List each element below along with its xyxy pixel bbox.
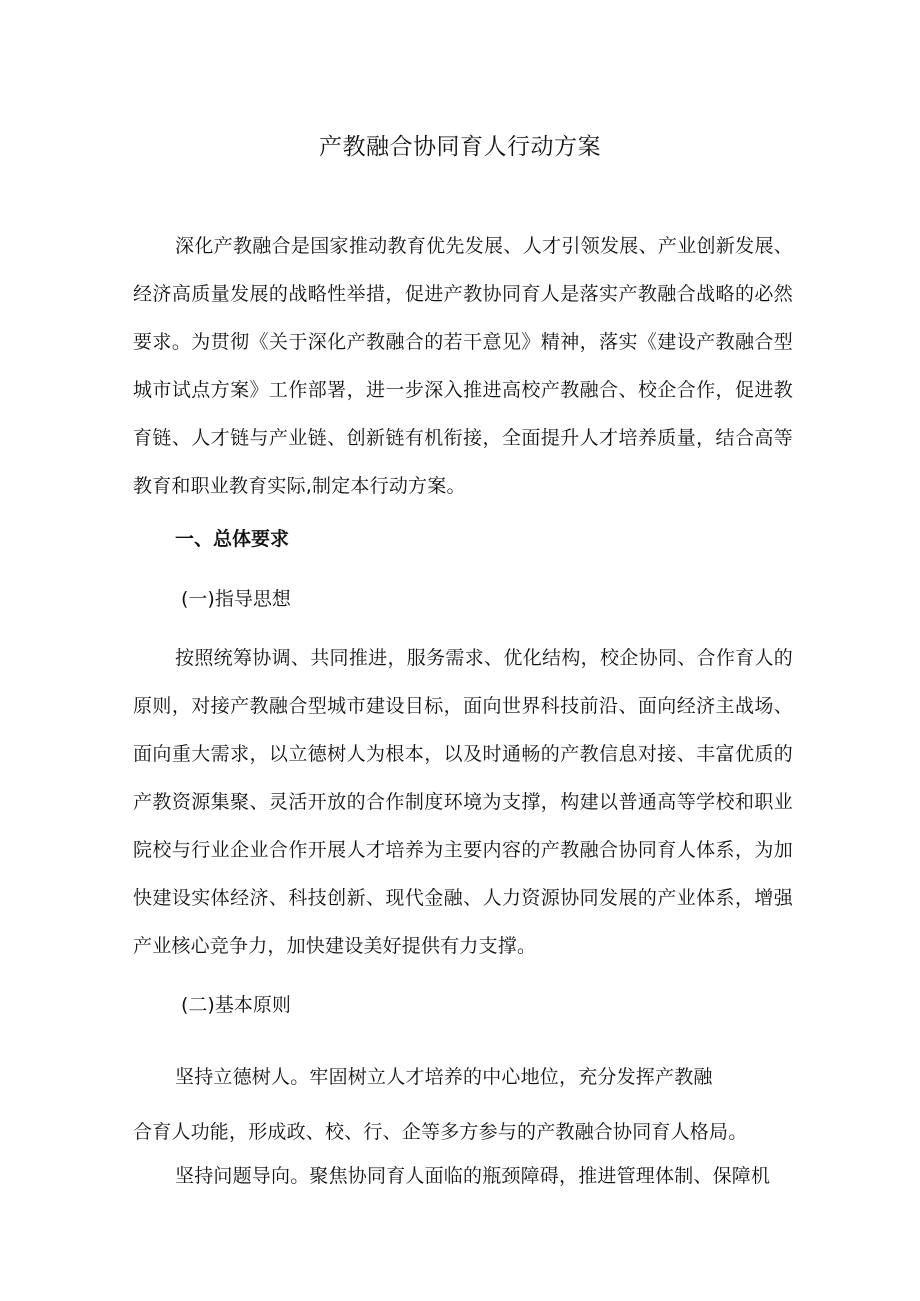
principle-paragraph-problem-oriented: 坚持问题导向。聚焦协同育人面临的瓶颈障碍，推进管理体制、保障机 [175,1165,771,1187]
document-title: 产教融合协同育人行动方案 [319,134,601,160]
subheading-basic-principles: (二)基本原则 [181,994,291,1016]
section-heading-general-requirements: 一、总体要求 [175,528,290,550]
subheading-guiding-ideology: (一)指导思想 [181,588,291,610]
intro-paragraph: 深化产教融合是国家推动教育优先发展、人才引领发展、产业创新发展、经济高质量发展的战略性举措，促进产教协同育人是落实产教融合战略的必然要求。为贯彻《关于深化产教融合的若干意见》精神，落实《建设产教融合型城市试点方案》工作部署，进一步深入推进高校产教融合、校企合作，促进教育链、人才链与产业链、创新链有机衔接，全面提升人才培养质量，结合高等教育和职业教育实际,制定本行动方案。 [133,235,793,497]
principle-paragraph-moral-education [133,1050,793,1160]
principle-line-1: 坚持立德树人。牢固树立人才培养的中心地位，充分发挥产教融 [175,1066,713,1088]
guiding-ideology-paragraph: 按照统筹协调、共同推进，服务需求、优化结构，校企协同、合作育人的原则，对接产教融合型城市建设目标，面向世界科技前沿、面向经济主战场、面向重大需求，以立德树人为根本，以及时通畅的产教信息对接、丰富优质的产教资源集聚、灵活开放的合作制度环境为支撑，构建以普通高等学校和职业院校与行业企业合作开展人才培养为主要内容的产教融合协同育人体系，为加快建设实体经济、科技创新、现代金融、人力资源协同发展的产业体系，增强产业核心竞争力，加快建设美好提供有力支撑。 [133,647,793,957]
principle-line-2: 合育人功能，形成政、校、行、企等多方参与的产教融合协同育人格局。 [133,1121,748,1143]
